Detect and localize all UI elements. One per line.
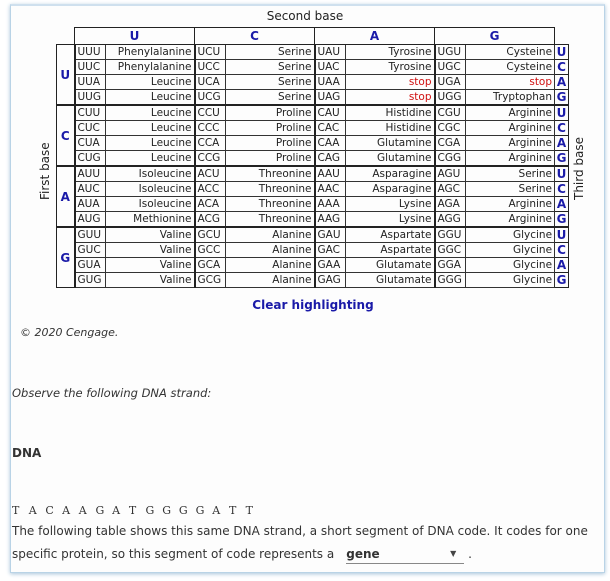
third-base-A: A <box>555 258 569 273</box>
third-base-C: C <box>555 182 569 197</box>
amino-acid[interactable]: Glutamine <box>346 151 435 167</box>
amino-acid[interactable]: Histidine <box>346 105 435 121</box>
amino-acid[interactable]: Lysine <box>346 197 435 212</box>
corner-cell <box>555 28 569 45</box>
amino-acid[interactable]: Leucine <box>106 151 195 167</box>
second-base-U: U <box>75 28 195 45</box>
first-base-C: C <box>57 105 75 166</box>
codon[interactable]: UCA <box>195 75 226 90</box>
amino-acid[interactable]: Arginine <box>466 197 555 212</box>
third-base-A: A <box>555 197 569 212</box>
codon[interactable]: CCG <box>195 151 226 167</box>
codon[interactable]: GAU <box>315 227 346 243</box>
amino-acid[interactable]: Asparagine <box>346 182 435 197</box>
table-row <box>57 166 569 182</box>
third-base-U: U <box>555 166 569 182</box>
dna-base: C <box>45 504 54 517</box>
caret-down-icon: ▼ <box>450 549 457 558</box>
codon[interactable]: GUA <box>75 258 106 273</box>
amino-acid[interactable]: Isoleucine <box>106 166 195 182</box>
table-row <box>57 75 569 90</box>
dna-base: G <box>95 504 105 517</box>
amino-acid[interactable]: Phenylalanine <box>106 45 195 60</box>
table-row <box>57 105 569 121</box>
codon[interactable]: GUG <box>75 273 106 288</box>
amino-acid[interactable]: Proline <box>226 121 315 136</box>
table-row <box>57 60 569 75</box>
amino-acid[interactable]: stop <box>346 90 435 106</box>
amino-acid[interactable]: Cysteine <box>466 45 555 60</box>
third-base-C: C <box>555 243 569 258</box>
codon[interactable]: CUU <box>75 105 106 121</box>
dna-strand <box>12 504 262 518</box>
amino-acid[interactable]: Aspartate <box>346 243 435 258</box>
table-row <box>57 45 569 60</box>
amino-acid[interactable]: Arginine <box>466 212 555 228</box>
codon[interactable]: CAC <box>315 121 346 136</box>
dna-base: G <box>195 504 205 517</box>
table-row <box>57 197 569 212</box>
table-row <box>57 121 569 136</box>
codon[interactable]: CUG <box>75 151 106 167</box>
dna-base: A <box>62 504 71 517</box>
period: . <box>468 547 472 561</box>
third-base-U: U <box>555 227 569 243</box>
amino-acid[interactable]: Glutamate <box>346 258 435 273</box>
question-paragraph <box>12 520 597 566</box>
codon[interactable]: AUU <box>75 166 106 182</box>
amino-acid[interactable]: Tyrosine <box>346 60 435 75</box>
dna-base: G <box>162 504 171 517</box>
codon[interactable]: UCU <box>195 45 226 60</box>
clear-highlighting-link[interactable]: Clear highlighting <box>252 298 374 312</box>
amino-acid[interactable]: Serine <box>226 90 315 106</box>
third-base-G: G <box>555 90 569 106</box>
corner-cell <box>57 28 75 45</box>
codon[interactable]: UAC <box>315 60 346 75</box>
codon[interactable]: GCA <box>195 258 226 273</box>
codon[interactable]: AAU <box>315 166 346 182</box>
codon[interactable]: CGU <box>435 105 466 121</box>
amino-acid[interactable]: Alanine <box>226 273 315 288</box>
amino-acid[interactable]: Glycine <box>466 243 555 258</box>
amino-acid[interactable]: Cysteine <box>466 60 555 75</box>
first-base-U: U <box>57 45 75 106</box>
amino-acid[interactable]: Leucine <box>106 121 195 136</box>
dna-base: G <box>145 504 155 517</box>
amino-acid[interactable]: Isoleucine <box>106 197 195 212</box>
amino-acid[interactable]: Leucine <box>106 90 195 106</box>
amino-acid[interactable]: Tryptophan <box>466 90 555 106</box>
amino-acid[interactable]: Tyrosine <box>346 45 435 60</box>
codon[interactable]: UUA <box>75 75 106 90</box>
codon[interactable]: GGU <box>435 227 466 243</box>
codon[interactable]: GAC <box>315 243 346 258</box>
amino-acid[interactable]: Serine <box>466 182 555 197</box>
instruction-text: Observe the following DNA strand: <box>12 386 212 400</box>
dna-base: T <box>228 504 237 517</box>
codon[interactable]: AUC <box>75 182 106 197</box>
amino-acid[interactable]: Valine <box>106 273 195 288</box>
codon[interactable]: AGG <box>435 212 466 228</box>
codon[interactable]: UGG <box>435 90 466 106</box>
third-base-label: Third base <box>572 136 586 200</box>
codon[interactable]: CCA <box>195 136 226 151</box>
codon[interactable]: AGC <box>435 182 466 197</box>
amino-acid[interactable]: Valine <box>106 227 195 243</box>
amino-acid[interactable]: stop <box>466 75 555 90</box>
table-row <box>57 243 569 258</box>
amino-acid[interactable]: Asparagine <box>346 166 435 182</box>
third-base-U: U <box>555 105 569 121</box>
amino-acid[interactable]: Threonine <box>226 182 315 197</box>
amino-acid[interactable]: Serine <box>226 75 315 90</box>
table-row <box>57 136 569 151</box>
amino-acid[interactable]: Arginine <box>466 105 555 121</box>
amino-acid[interactable]: Proline <box>226 151 315 167</box>
third-base-G: G <box>555 212 569 228</box>
table-row <box>57 212 569 228</box>
amino-acid[interactable]: Valine <box>106 258 195 273</box>
table-row <box>57 258 569 273</box>
amino-acid[interactable]: Glycine <box>466 273 555 288</box>
codon[interactable]: GUC <box>75 243 106 258</box>
codon[interactable]: UUU <box>75 45 106 60</box>
amino-acid[interactable]: Arginine <box>466 121 555 136</box>
second-base-A: A <box>315 28 435 45</box>
codon[interactable]: GCG <box>195 273 226 288</box>
answer-dropdown[interactable] <box>346 545 464 564</box>
amino-acid[interactable]: Arginine <box>466 136 555 151</box>
copyright: © 2020 Cengage. <box>20 326 119 339</box>
amino-acid[interactable]: Leucine <box>106 136 195 151</box>
table-row <box>57 182 569 197</box>
codon[interactable]: CUA <box>75 136 106 151</box>
amino-acid[interactable]: Leucine <box>106 105 195 121</box>
first-base-G: G <box>57 227 75 288</box>
amino-acid[interactable]: Glycine <box>466 227 555 243</box>
first-base-A: A <box>57 166 75 227</box>
second-base-C: C <box>195 28 315 45</box>
dna-base: A <box>78 504 87 517</box>
paragraph-text: The following table shows this same DNA strand, a short segment of DNA code. It codes for one specific protein, so this segment of code represents a <box>12 524 588 561</box>
third-base-C: C <box>555 121 569 136</box>
codon[interactable]: CAA <box>315 136 346 151</box>
codon[interactable]: UAA <box>315 75 346 90</box>
second-base-label: Second base <box>266 9 344 23</box>
amino-acid[interactable]: Threonine <box>226 212 315 228</box>
table-row <box>57 90 569 106</box>
amino-acid[interactable]: Aspartate <box>346 227 435 243</box>
codon[interactable]: UGU <box>435 45 466 60</box>
codon[interactable]: CAU <box>315 105 346 121</box>
codon[interactable]: CUC <box>75 121 106 136</box>
dna-base: T <box>128 504 137 517</box>
header-row <box>57 28 569 45</box>
amino-acid[interactable]: Serine <box>466 166 555 182</box>
amino-acid[interactable]: Isoleucine <box>106 182 195 197</box>
first-base-label: First base <box>38 142 52 200</box>
codon[interactable]: GUU <box>75 227 106 243</box>
codon[interactable]: CGC <box>435 121 466 136</box>
amino-acid[interactable]: stop <box>346 75 435 90</box>
third-base-C: C <box>555 60 569 75</box>
codon[interactable]: UCG <box>195 90 226 106</box>
amino-acid[interactable]: Lysine <box>346 212 435 228</box>
codon[interactable]: UUC <box>75 60 106 75</box>
codon[interactable]: AUG <box>75 212 106 228</box>
dropdown-value: gene <box>346 547 380 561</box>
codon[interactable]: ACA <box>195 197 226 212</box>
codon[interactable]: UAU <box>315 45 346 60</box>
table-row <box>57 273 569 288</box>
codon[interactable]: CCU <box>195 105 226 121</box>
amino-acid[interactable]: Alanine <box>226 227 315 243</box>
amino-acid[interactable]: Alanine <box>226 243 315 258</box>
codon[interactable]: AGA <box>435 197 466 212</box>
amino-acid[interactable]: Methionine <box>106 212 195 228</box>
amino-acid[interactable]: Valine <box>106 243 195 258</box>
dna-base: A <box>212 504 221 517</box>
amino-acid[interactable]: Serine <box>226 60 315 75</box>
third-base-A: A <box>555 75 569 90</box>
codon[interactable]: GGG <box>435 273 466 288</box>
amino-acid[interactable]: Proline <box>226 105 315 121</box>
amino-acid[interactable]: Leucine <box>106 75 195 90</box>
table-row <box>57 227 569 243</box>
codon[interactable]: AAA <box>315 197 346 212</box>
third-base-G: G <box>555 273 569 288</box>
codon[interactable]: GAG <box>315 273 346 288</box>
dna-base: G <box>178 504 188 517</box>
codon[interactable]: ACU <box>195 166 226 182</box>
third-base-U: U <box>555 45 569 60</box>
amino-acid[interactable]: Glutamine <box>346 136 435 151</box>
third-base-G: G <box>555 151 569 167</box>
amino-acid[interactable]: Alanine <box>226 258 315 273</box>
codon[interactable]: GCC <box>195 243 226 258</box>
dna-base: A <box>28 504 37 517</box>
codon[interactable]: AGU <box>435 166 466 182</box>
codon[interactable]: UAG <box>315 90 346 106</box>
codon[interactable]: GGA <box>435 258 466 273</box>
amino-acid[interactable]: Glutamate <box>346 273 435 288</box>
codon[interactable]: UUG <box>75 90 106 106</box>
codon-table <box>56 27 569 288</box>
codon[interactable]: GCU <box>195 227 226 243</box>
dna-base: A <box>112 504 121 517</box>
codon[interactable]: GAA <box>315 258 346 273</box>
amino-acid[interactable]: Threonine <box>226 197 315 212</box>
codon[interactable]: AAG <box>315 212 346 228</box>
dna-label: DNA <box>12 446 42 460</box>
codon[interactable]: ACG <box>195 212 226 228</box>
codon[interactable]: CGG <box>435 151 466 167</box>
codon[interactable]: UGA <box>435 75 466 90</box>
second-base-G: G <box>435 28 555 45</box>
codon[interactable]: UCC <box>195 60 226 75</box>
amino-acid[interactable]: Serine <box>226 45 315 60</box>
codon[interactable]: CAG <box>315 151 346 167</box>
amino-acid[interactable]: Phenylalanine <box>106 60 195 75</box>
codon[interactable]: AAC <box>315 182 346 197</box>
table-row <box>57 151 569 167</box>
codon[interactable]: ACC <box>195 182 226 197</box>
codon[interactable]: UGC <box>435 60 466 75</box>
amino-acid[interactable]: Proline <box>226 136 315 151</box>
amino-acid[interactable]: Histidine <box>346 121 435 136</box>
codon[interactable]: GGC <box>435 243 466 258</box>
amino-acid[interactable]: Threonine <box>226 166 315 182</box>
amino-acid[interactable]: Glycine <box>466 258 555 273</box>
third-base-A: A <box>555 136 569 151</box>
dna-base: T <box>12 504 20 517</box>
dna-base: T <box>245 504 253 517</box>
codon[interactable]: AUA <box>75 197 106 212</box>
amino-acid[interactable]: Arginine <box>466 151 555 167</box>
codon[interactable]: CCC <box>195 121 226 136</box>
codon[interactable]: CGA <box>435 136 466 151</box>
